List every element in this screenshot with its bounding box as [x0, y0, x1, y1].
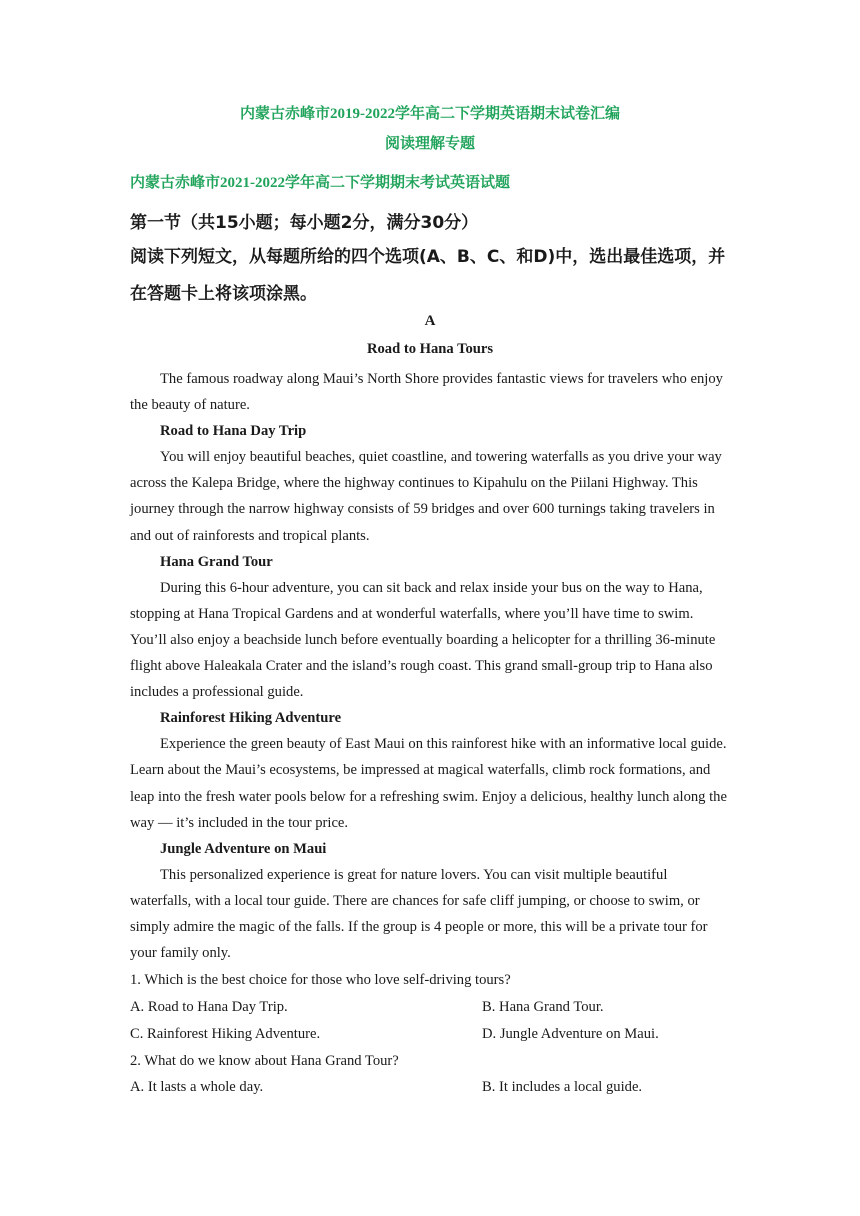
answer-option: D. Jungle Adventure on Maui. — [482, 1026, 659, 1042]
tour-heading: Jungle Adventure on Maui — [160, 840, 327, 857]
tour-description: This personalized experience is great for nature lovers. You can visit multiple beautiful waterfalls, with a local tour guide. There are chances for safe cliff jumping, or choose to swim, or simply admire the magic of the falls. If the group is 4 people or more, this will be a private tour for your family only. — [130, 866, 708, 962]
passage-title: Road to Hana Tours — [366, 341, 494, 357]
section-instruction-line2: 在答题卡上将该项涂黑。 — [130, 284, 317, 304]
tour-description: Experience the green beauty of East Maui on this rainforest hike with an informative local guide. Learn about the Maui’s ecosystems, be impressed at magical waterfalls, climb rock formations, and leap into the fresh water pools below for a refreshing swim. Enjoy a delicious, healthy lunch along the way — it’s included in the tour price. — [130, 736, 727, 831]
tour-description: During this 6-hour adventure, you can sit back and relax inside your bus on the way to Hana, stopping at Hana Tropical Gardens and at wonderful waterfalls, where you’ll have time to swim. You’ll also enjoy a beachside lunch before eventually boarding a helicopter for a thrilling 36-minute flight above Haleakala Crater and the island’s rough coast. This grand small-group trip to Hana also includes a professional guide. — [130, 579, 716, 701]
tour-heading: Road to Hana Day Trip — [160, 423, 307, 440]
passage-body — [130, 366, 730, 966]
answer-option: B. Hana Grand Tour. — [482, 999, 604, 1015]
exam-source-title: 内蒙古赤峰市2021-2022学年高二下学期期末考试英语试题 — [130, 175, 510, 191]
answer-option: A. Road to Hana Day Trip. — [130, 999, 288, 1015]
section-heading: 第一节（共15小题；每小题2分，满分30分） — [130, 213, 479, 233]
tour-description: You will enjoy beautiful beaches, quiet coastline, and towering waterfalls as you drive your way across the Kalepa Bridge, where the highway continues to Kipahulu on the Piilani Highway. This journey through the narrow highway consists of 59 bridges and over 600 turnings taking travelers in and out of rainforests and tropical plants. — [130, 449, 722, 544]
passage-letter: A — [424, 313, 436, 329]
passage-intro: The famous roadway along Maui’s North Shore provides fantastic views for travelers who enjoy the beauty of nature. — [130, 371, 723, 414]
document-title: 内蒙古赤峰市2019-2022学年高二下学期英语期末试卷汇编 — [240, 106, 620, 122]
tour-heading: Rainforest Hiking Adventure — [160, 710, 342, 727]
question-stem: 1. Which is the best choice for those who love self-driving tours? — [130, 972, 511, 988]
answer-option: A. It lasts a whole day. — [130, 1079, 264, 1095]
tour-heading: Hana Grand Tour — [160, 553, 273, 570]
section-instruction-line1: 阅读下列短文，从每题所给的四个选项(A、B、C、和D)中，选出最佳选项，并 — [130, 247, 726, 267]
answer-option: B. It includes a local guide. — [482, 1079, 643, 1095]
document-subtitle: 阅读理解专题 — [384, 136, 475, 152]
question-stem: 2. What do we know about Hana Grand Tour? — [130, 1053, 399, 1069]
answer-option: C. Rainforest Hiking Adventure. — [130, 1026, 321, 1042]
